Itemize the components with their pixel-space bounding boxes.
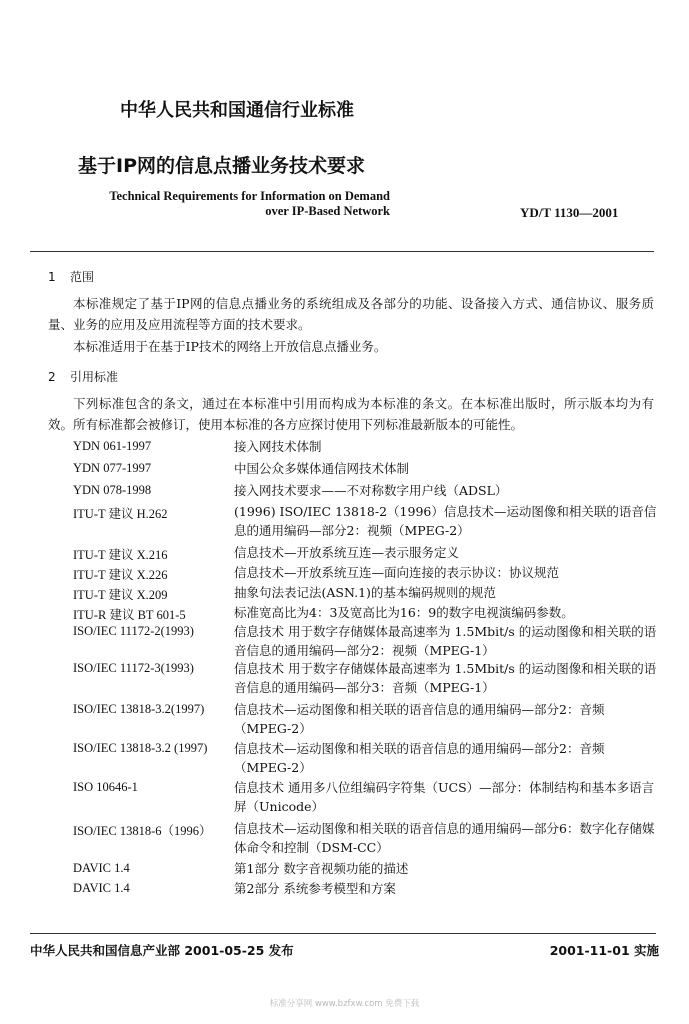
section-2-heading (48, 368, 118, 385)
reference-code: ITU-T 建议 X.216 (73, 548, 168, 562)
header-divider (30, 251, 654, 252)
reference-title: 接入网技术体制 (234, 439, 322, 454)
reference-code: YDN 061-1997 (73, 439, 152, 453)
section-2-title: 引用标准 (70, 370, 119, 384)
reference-code: ISO/IEC 13818-3.2(1997) (73, 702, 205, 716)
reference-title: 第2部分 系统参考模型和方案 (234, 881, 396, 896)
reference-code: YDN 078-1998 (73, 483, 152, 497)
reference-code: ISO/IEC 11172-2(1993) (73, 624, 194, 638)
reference-title: 信息技术—开放系统互连—表示服务定义 (234, 545, 460, 560)
section-1-paragraph-1: 本标准规定了基于IP网的信息点播业务的系统组成及各部分的功能、设备接入方式、通信协议、服务质量、业务的应用及应用流程等方面的技术要求。 (48, 296, 654, 332)
section-1-title: 范围 (70, 270, 95, 284)
standard-code: YD/T 1130—2001 (520, 205, 619, 220)
reference-code: ITU-T 建议 H.262 (73, 507, 168, 521)
reference-title: 信息技术 通用多八位组编码字符集（UCS）—部分：体制结构和基本多语言屏（Unicode） (234, 780, 655, 814)
section-1-number: 1 (48, 270, 56, 284)
title-chinese: 基于IP网的信息点播业务技术要求 (78, 155, 365, 177)
reference-code: ITU-T 建议 X.209 (73, 588, 168, 602)
reference-title: 第1部分 数字音视频功能的描述 (234, 861, 409, 876)
reference-code: ISO/IEC 13818-3.2 (1997) (73, 741, 208, 755)
reference-code: YDN 077-1997 (73, 461, 152, 475)
effective-date: 2001-11-01 实施 (549, 943, 659, 958)
reference-code: DAVIC 1.4 (73, 861, 130, 875)
reference-title: 信息技术 用于数字存储媒体最高速率为 1.5Mbit/s 的运动图像和相关联的语音信息的通用编码—部分3：音频（MPEG-1） (234, 661, 657, 695)
standard-org-header: 中华人民共和国通信行业标准 (120, 100, 354, 121)
reference-code: ITU-R 建议 BT 601-5 (73, 608, 186, 622)
issue-date: 中华人民共和国信息产业部 2001-05-25 发布 (30, 943, 294, 958)
reference-code: ISO/IEC 11172-3(1993) (73, 661, 194, 675)
reference-code: ISO 10646-1 (73, 780, 138, 794)
section-2-number: 2 (48, 370, 56, 384)
reference-title: 接入网技术要求——不对称数字用户线（ADSL） (234, 483, 508, 498)
section-2-paragraph: 下列标准包含的条文，通过在本标准中引用而构成为本标准的条文。在本标准出版时，所示版本均为有效。所有标准都会被修订，使用本标准的各方应探讨使用下列标准最新版本的可能性。 (48, 396, 654, 432)
reference-title: 抽象句法表记法(ASN.1)的基本编码规则的规范 (234, 585, 496, 600)
reference-title: 标准宽高比为4：3及宽高比为16：9的数字电视演编码参数。 (234, 605, 574, 620)
reference-code: ITU-T 建议 X.226 (73, 568, 168, 582)
reference-title: 中国公众多媒体通信网技术体制 (234, 461, 410, 476)
section-1-heading (48, 268, 94, 285)
reference-title: 信息技术 用于数字存储媒体最高速率为 1.5Mbit/s 的运动图像和相关联的语音信息的通用编码—部分2：视频（MPEG-1） (234, 624, 657, 658)
section-1-paragraph-2: 本标准适用于在基于IP技术的网络上开放信息点播业务。 (73, 339, 387, 354)
reference-code: DAVIC 1.4 (73, 881, 130, 895)
reference-title: 信息技术—运动图像和相关联的语音信息的通用编码—部分2：音频（MPEG-2） (234, 702, 605, 736)
reference-code: ISO/IEC 13818-6（1996） (73, 824, 212, 838)
footer-divider (30, 933, 656, 934)
site-watermark: 标准分享网 www.bzfxw.com 免费下载 (269, 999, 420, 1009)
reference-title: (1996) ISO/IEC 13818-2（1996）信息技术—运动图像和相关联的语音信息的通用编码—部分2：视频（MPEG-2） (234, 504, 657, 538)
reference-title: 信息技术—运动图像和相关联的语音信息的通用编码—部分2：音频（MPEG-2） (234, 741, 605, 775)
title-english: Technical Requirements for Information on Demand over IP-Based Network (109, 189, 390, 218)
reference-title: 信息技术—开放系统互连—面向连接的表示协议：协议规范 (234, 565, 560, 580)
reference-title: 信息技术—运动图像和相关联的语音信息的通用编码—部分6：数字化存储媒体命令和控制（DSM-CC） (234, 821, 655, 855)
